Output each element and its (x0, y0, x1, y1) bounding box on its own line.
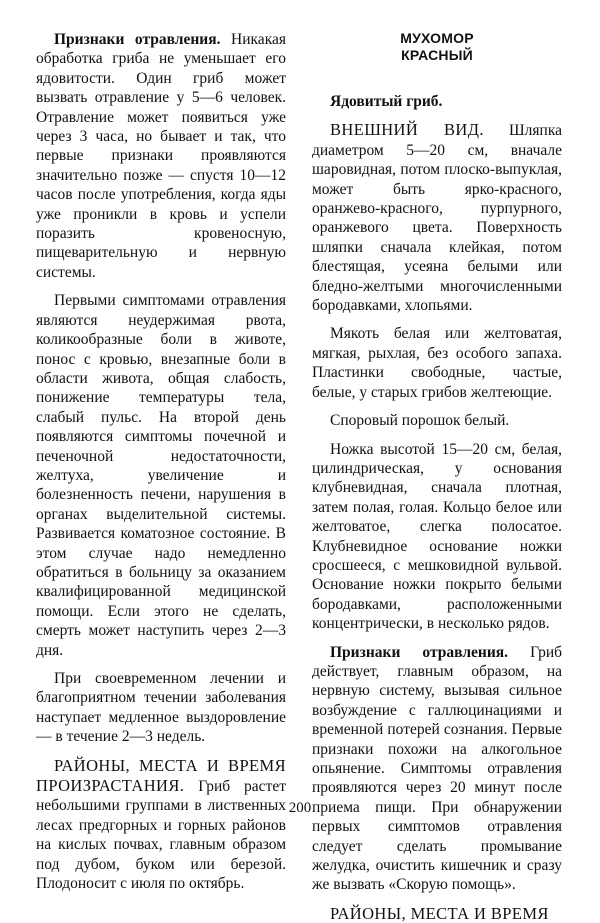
poisoning-signs-paragraph (36, 30, 286, 282)
mushroom-title (312, 30, 562, 64)
right-column (312, 30, 562, 923)
poisonous-subhead: Ядовитый гриб. (330, 93, 443, 110)
page-number: 200 (288, 800, 312, 816)
spore-paragraph: Споровый порошок белый. (330, 412, 510, 430)
left-column (36, 30, 286, 893)
habitat-heading: РАЙОНЫ, МЕСТА И ВРЕМЯ ПРОИЗРАСТАНИЯ. (36, 755, 286, 796)
right-poisoning-label: Признаки отравления. (330, 643, 509, 661)
habitat-text: Гриб растет небольшими группами в лиственных лесах предгорных и горных районов на кислых почвах, главным образом под дубом, буком или березой. Плодоносит с июля по октябрь. (36, 778, 286, 893)
symptoms-paragraph: Первыми симптомами отравления являются неудержимая рвота, коликообразные боли в животе, понос с кровью, внезапные боли в области живота, общая слабость, понижение температуры тела, слабый пульс. На второй день появляются симптомы почечной и печеночной недостаточности, желтуха, увеличение и болезненность печени, нарушения в органах выделительной системы. Развивается коматозное состояние. В этом случае надо немедленно обратиться в больницу за оказанием квалифицированной медицинской помощи. Если этого не сделать, смерть может наступить через 2—3 дня. (36, 292, 286, 659)
appearance-paragraph (312, 120, 562, 315)
appearance-text: Шляпка диаметром 5—20 см, вначале шаровидная, потом плоско-выпуклая, может быть ярко-красного, оранжево-красного, пурпурного, оранжевого цвета. Поверхность шляпки сначала клейкая, потом блестящая, усеяна белыми или бледно-желтыми многочисленными бородавками, хлопьями. (312, 122, 562, 315)
recovery-paragraph: При своевременном лечении и благоприятном течении заболевания наступает медленное выздоровление — в течение 2—3 недель. (36, 670, 286, 746)
flesh-paragraph: Мякоть белая или желтоватая, мягкая, рыхлая, без особого запаха. Пластинки свободные, частые, белые, у старых грибов желтеющие. (312, 325, 562, 401)
right-poisoning-paragraph (312, 643, 562, 895)
poisoning-signs-label: Признаки отравления. (54, 31, 221, 48)
right-poisoning-text: Гриб действует, главным образом, на нервную систему, вызывая сильное возбуждение с галлюцинациями и временной потерей сознания. Первые признаки похожи на алкогольное опьянение. Симптомы отравления проявляются через 20 минут после приема пищи. При обнаружении первых симптомов отравления следует сделать промывание желудка, очистить кишечник и сразу же вызвать «Скорую помощь». (312, 643, 563, 894)
poisoning-signs-text: Никакая обработка гриба не уменьшает его ядовитости. Один гриб может вызвать отравление у 5—6 человек. Отравление может появиться уже через 3 часа, но бывает и так, что первые признаки проявляются значительно позже — спустя 10—12 часов после употребления, когда яды уже проникли в кровь и успели поразить кровеносную, пищеварительную и нервную системы. (36, 31, 286, 281)
right-habitat-heading: РАЙОНЫ, МЕСТА И ВРЕМЯ (330, 903, 549, 923)
mushroom-title-line-2: КРАСНЫЙ (401, 47, 473, 63)
stem-paragraph: Ножка высотой 15—20 см, белая, цилиндрическая, у основания клубневидная, сначала плотная, затем полая, голая. Кольцо белое или желтоватое, слегка полосатое. Клубневидное основание ножки сросшееся, с мешковидной вульвой. Основание ножки покрыто белыми бородавками, расположенными концентрически, в несколько рядов. (312, 440, 562, 633)
habitat-paragraph (36, 756, 286, 894)
mushroom-title-line-1: МУХОМОР (400, 30, 474, 46)
appearance-heading: ВНЕШНИЙ ВИД. (330, 120, 484, 140)
